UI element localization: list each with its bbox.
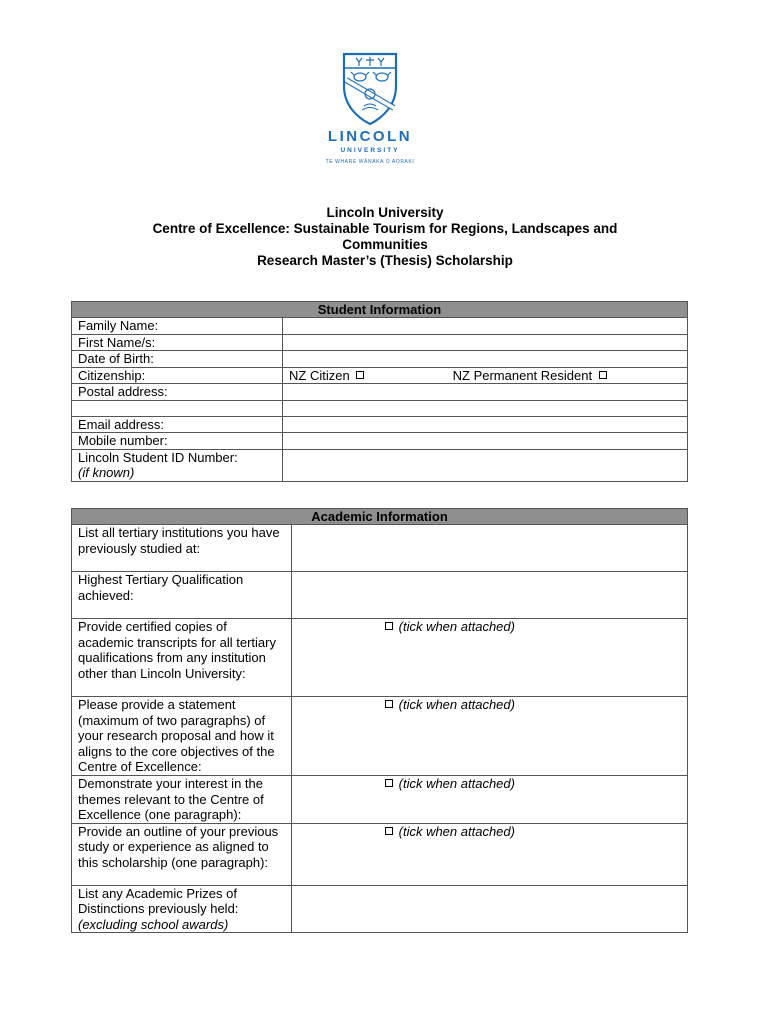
interest-attach-cell — [292, 776, 688, 824]
title-line-2: Centre of Excellence: Sustainable Tourism for Regions, Landscapes and — [152, 221, 618, 236]
logo-tagline: TE WHARE WĀNAKA O AORAKI — [325, 159, 415, 165]
mobile-field[interactable] — [283, 433, 688, 450]
title-line-1: Lincoln University — [326, 205, 444, 220]
student-id-label — [72, 449, 283, 481]
transcripts-label: Provide certified copies of academic transcripts for all tertiary qualifications from any institution other than Lincoln University: — [72, 619, 292, 697]
transcripts-tick-label: (tick when attached) — [398, 619, 515, 634]
first-names-label: First Name/s: — [72, 334, 283, 351]
nz-citizen-label: NZ Citizen — [289, 367, 350, 383]
statement-checkbox[interactable] — [385, 700, 393, 708]
institutions-field[interactable] — [292, 525, 688, 572]
transcripts-attach-cell — [292, 619, 688, 697]
citizenship-label: Citizenship: — [72, 367, 283, 384]
title-line-3: Communities — [342, 237, 428, 252]
citizenship-field — [283, 367, 688, 384]
student-id-field[interactable] — [283, 449, 688, 481]
highest-qualification-field[interactable] — [292, 572, 688, 619]
outline-label: Provide an outline of your previous study or experience as aligned to this scholarship (one paragraph): — [72, 823, 292, 885]
family-name-label: Family Name: — [72, 318, 283, 335]
university-logo — [318, 50, 422, 167]
outline-checkbox[interactable] — [385, 827, 393, 835]
interest-checkbox[interactable] — [385, 779, 393, 787]
postal-address-label: Postal address: — [72, 384, 283, 401]
email-label: Email address: — [72, 416, 283, 433]
email-field[interactable] — [283, 416, 688, 433]
academic-information-header: Academic Information — [72, 509, 688, 525]
highest-qualification-label: Highest Tertiary Qualification achieved: — [72, 572, 292, 619]
statement-attach-cell — [292, 697, 688, 776]
dob-label: Date of Birth: — [72, 351, 283, 368]
statement-tick-label: (tick when attached) — [398, 697, 515, 712]
prizes-note: (excluding school awards) — [78, 916, 229, 932]
mobile-label: Mobile number: — [72, 433, 283, 450]
title-line-4: Research Master’s (Thesis) Scholarship — [257, 253, 513, 268]
institutions-label: List all tertiary institutions you have previously studied at: — [72, 525, 292, 572]
transcripts-checkbox[interactable] — [385, 622, 393, 630]
interest-tick-label: (tick when attached) — [398, 776, 515, 791]
family-name-field[interactable] — [283, 318, 688, 335]
outline-tick-label: (tick when attached) — [398, 823, 515, 839]
nz-resident-label: NZ Permanent Resident — [452, 367, 593, 383]
statement-label: Please provide a statement (maximum of two paragraphs) of your research proposal and how it aligns to the core objectives of the Centre of Excellence: — [72, 697, 292, 776]
student-information-header: Student Information — [72, 302, 688, 318]
student-information-table — [71, 301, 688, 482]
student-id-note: (if known) — [78, 465, 135, 480]
interest-label: Demonstrate your interest in the themes relevant to the Centre of Excellence (one paragraph): — [72, 776, 292, 824]
prizes-label — [72, 885, 292, 933]
logo-wordmark: LINCOLN — [327, 128, 413, 145]
postal-address-extra-label — [72, 400, 283, 416]
crest-icon — [334, 50, 406, 126]
postal-address-field[interactable] — [283, 384, 688, 401]
logo-subtitle: UNIVERSITY — [340, 147, 400, 154]
prizes-field[interactable] — [292, 885, 688, 933]
prizes-text: List any Academic Prizes of Distinctions previously held: — [78, 885, 239, 916]
document-title — [80, 205, 690, 269]
nz-resident-checkbox[interactable] — [599, 371, 607, 379]
nz-citizen-checkbox[interactable] — [356, 371, 364, 379]
first-names-field[interactable] — [283, 334, 688, 351]
student-id-text: Lincoln Student ID Number: — [78, 449, 238, 465]
dob-field[interactable] — [283, 351, 688, 368]
outline-attach-cell — [292, 823, 688, 885]
academic-information-table — [71, 508, 688, 933]
postal-address-extra-field[interactable] — [283, 400, 688, 416]
